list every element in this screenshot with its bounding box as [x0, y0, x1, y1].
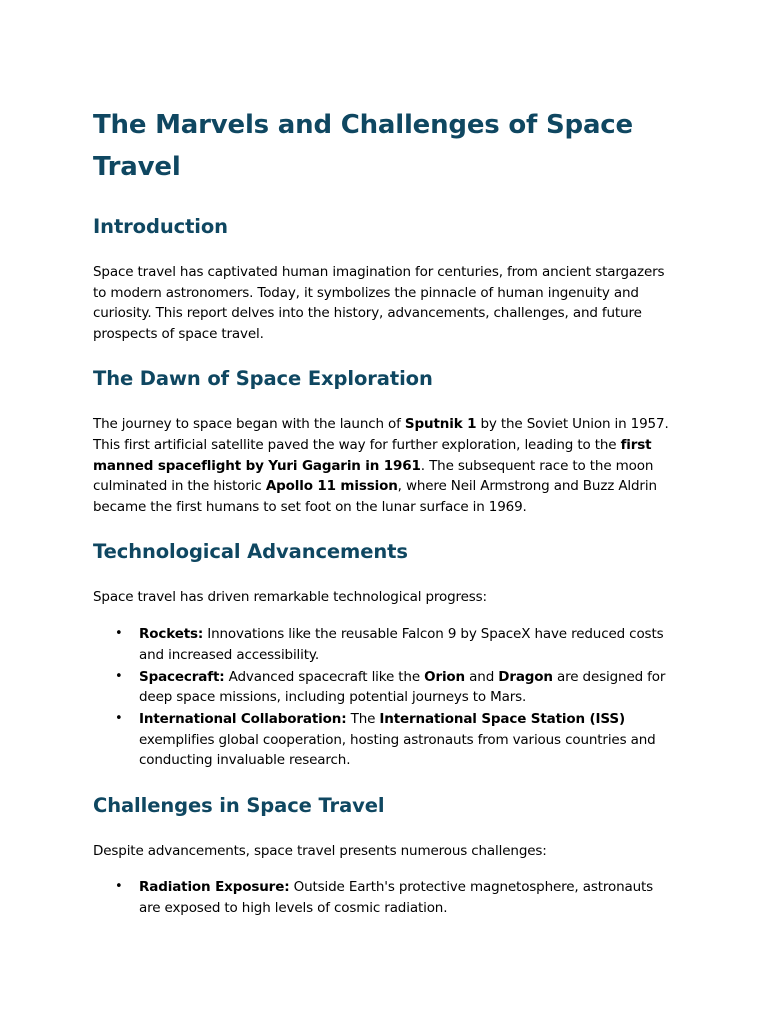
item-label: International Collaboration:	[139, 711, 347, 728]
document-title: The Marvels and Challenges of Space Travel	[93, 110, 633, 182]
item-label: Rockets:	[139, 625, 204, 642]
bullet-icon: •	[115, 711, 123, 727]
heading-challenges-in-space-travel: Challenges in Space Travel	[93, 793, 385, 817]
list-item	[115, 624, 676, 665]
list-item	[115, 667, 676, 708]
text-run: The	[346, 711, 380, 728]
text-run: The journey to space began with the launch of	[93, 416, 405, 433]
paragraph-introduction: Space travel has captivated human imagination for centuries, from ancient stargazers to modern astronomers. Today, it symbolizes the pinnacle of human ingenuity and curiosity. This report delves into the history, advancements, challenges, and future prospects of space travel.	[93, 264, 665, 342]
heading-introduction: Introduction	[93, 215, 228, 238]
list-item	[115, 709, 676, 771]
paragraph-challenges-intro: Despite advancements, space travel presents numerous challenges:	[93, 842, 547, 859]
text-run: and	[465, 668, 499, 685]
list-challenges	[93, 877, 676, 918]
paragraph-dawn	[93, 414, 676, 517]
text-run: , where Neil Armstrong and Buzz Aldrin became the first humans to set foot on the lunar surface in 1969.	[93, 478, 657, 515]
item-label: Spacecraft:	[139, 668, 225, 685]
bullet-icon: •	[115, 879, 123, 895]
list-item	[115, 877, 676, 918]
bold-run: International Space Station (ISS)	[379, 711, 625, 728]
text-run: by the Soviet Union in 1957. This first artificial satellite paved the way for further exploration, leading to the	[93, 416, 669, 453]
bold-run: first manned spaceflight by Yuri Gagarin in 1961	[93, 436, 652, 474]
bold-run: Dragon	[498, 668, 553, 685]
text-run: Advanced spacecraft like the	[224, 668, 425, 685]
text-run: Innovations like the reusable Falcon 9 by SpaceX have reduced costs and increased accessibility.	[139, 625, 664, 663]
heading-technological-advancements: Technological Advancements	[93, 540, 408, 564]
text-run: . The subsequent race to the moon culminated in the historic	[93, 457, 654, 495]
text-run: Outside Earth's protective magnetosphere, astronauts are exposed to high levels of cosmic radiation.	[139, 879, 654, 917]
item-label: Radiation Exposure:	[139, 879, 290, 896]
bold-run: Sputnik 1	[404, 416, 477, 433]
bullet-icon: •	[115, 668, 123, 684]
bullet-icon: •	[115, 625, 123, 641]
text-run: are designed for deep space missions, including potential journeys to Mars.	[139, 668, 666, 706]
bold-run: Orion	[424, 668, 466, 685]
heading-dawn-of-space-exploration: The Dawn of Space Exploration	[93, 367, 433, 391]
text-run: exemplifies global cooperation, hosting astronauts from various countries and conducting invaluable research.	[139, 731, 656, 769]
list-technological-advancements	[93, 624, 676, 771]
bold-run: Apollo 11 mission	[265, 478, 398, 495]
paragraph-tech-intro: Space travel has driven remarkable technological progress:	[93, 589, 487, 606]
